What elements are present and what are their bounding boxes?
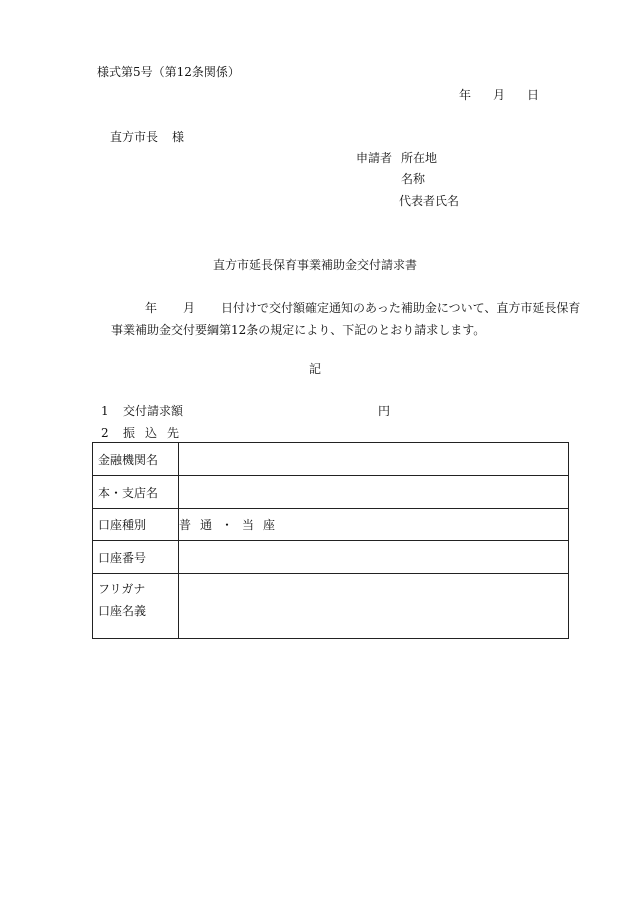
table-row: [93, 443, 569, 476]
applicant-name-label: 名称: [401, 172, 426, 186]
table-row: [93, 509, 569, 541]
applicant-address-label: 所在地: [401, 151, 438, 165]
item-1-unit: 円: [378, 404, 391, 418]
item-2-number: 2: [101, 426, 109, 440]
date-line: [459, 87, 539, 103]
account-holder-label: 口座名義: [98, 604, 147, 618]
applicant-representative-label: 代表者氏名: [399, 194, 460, 208]
date-year-label: 年: [459, 88, 472, 102]
ki-heading: 記: [308, 362, 321, 376]
request-body-text: [111, 297, 581, 341]
bank-name-field[interactable]: [179, 443, 569, 476]
account-holder-label-cell: [93, 574, 179, 639]
addressee-name: 直方市長: [110, 130, 159, 144]
bank-transfer-table: [92, 442, 569, 639]
table-row: [93, 476, 569, 509]
branch-label: 本・支店名: [93, 476, 179, 509]
account-type-options[interactable]: 普通・当座: [179, 509, 569, 541]
form-number: 様式第5号（第12条関係）: [97, 65, 240, 79]
table-row: [93, 574, 569, 639]
date-day-label: 日: [527, 88, 540, 102]
item-1-label: 交付請求額: [123, 404, 184, 418]
item-2-label: 振込先: [123, 426, 190, 440]
body-paragraph: 日付けで交付額確定通知のあった補助金について、直方市延長保育事業補助金交付要綱第12条の規定により、下記のとおり請求します。: [111, 301, 581, 337]
account-number-label: 口座番号: [93, 541, 179, 574]
body-month-label: 月: [183, 301, 196, 315]
table-row: [93, 541, 569, 574]
addressee: [110, 129, 184, 145]
item-1-number: 1: [101, 404, 109, 418]
branch-field[interactable]: [179, 476, 569, 509]
account-holder-field[interactable]: [179, 574, 569, 639]
account-type-label: 口座種別: [93, 509, 179, 541]
addressee-honorific: 様: [172, 130, 185, 144]
account-number-field[interactable]: [179, 541, 569, 574]
document-title: 直方市延長保育事業補助金交付請求書: [212, 258, 417, 272]
bank-name-label: 金融機関名: [93, 443, 179, 476]
body-year-label: 年: [145, 301, 158, 315]
furigana-label: フリガナ: [98, 582, 146, 596]
applicant-label: 申請者: [356, 151, 393, 165]
date-month-label: 月: [493, 88, 506, 102]
